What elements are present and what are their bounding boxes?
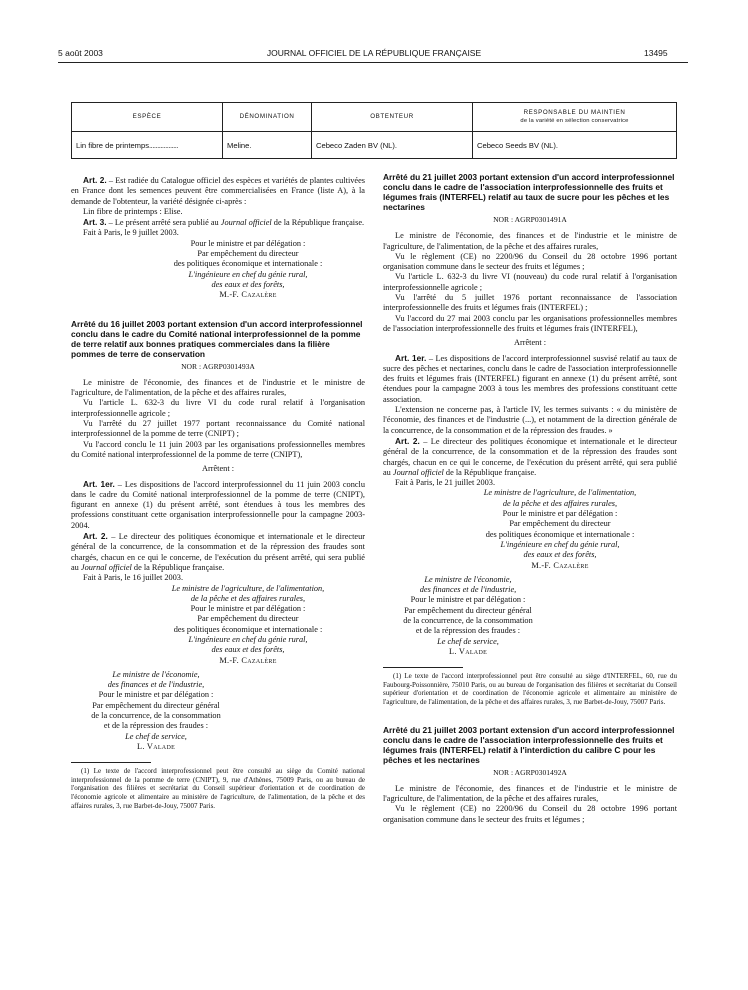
table-header: ESPÈCE	[72, 103, 223, 132]
signature-line: Par empêchement du directeur	[197, 614, 299, 624]
signature-line: des politiques économique et internationale :	[173, 259, 323, 269]
footnote-rule	[71, 762, 151, 763]
table-header-row	[72, 103, 677, 132]
footnote: (1) Le texte de l'accord interprofessionnel peut être consulté au siège du Comité national interprofessionnel de la pomme de terre (CNIPT), 9, rue d'Athènes, 75009 Paris, ou au bureau de l'organisation des filières et secrétariat du Conseil supérieur d'orientation et de coordination de l'économie agricole et alimentaire au ministère de l'agriculture, de l'alimentation, de la pêche et des affaires rurales, 3, rue Barbet-de-Jouy, 75007 Paris.	[71, 767, 365, 810]
header-rule	[58, 62, 688, 63]
journal-ref: Journal officiel	[392, 467, 444, 477]
paragraph: Vu le règlement (CE) no 2200/96 du Conseil du 28 octobre 1996 portant organisation commune dans le secteur des fruits et légumes ;	[383, 804, 677, 824]
left-column	[71, 175, 365, 810]
footnote-rule	[383, 667, 463, 668]
signature-title: des eaux et des forêts,	[211, 279, 285, 289]
signature-block	[131, 239, 365, 301]
table-header: DÉNOMINATION	[223, 103, 312, 132]
minister-title: Le ministre de l'économie,	[424, 574, 512, 584]
done-at: Fait à Paris, le 16 juillet 2003.	[83, 573, 184, 583]
paragraph: Vu l'article L. 632-3 du livre VI du code rural relatif à l'organisation interprofessionnelle agricole ;	[71, 398, 365, 418]
article-text: – Les dispositions de l'accord interprofessionnel susvisé relatif au taux de sucre des pêches et nectarines, conclu dans le cadre de l'association interprofessionnelle des fruits et légumes frais (INTERFEL) figurant en annexe (1) du présent arrêté, sont étendues pour la campagne 2003 à tous les membres des professions constituant cette association.	[383, 353, 677, 404]
paragraph: Lin fibre de printemps : Elise.	[83, 206, 183, 216]
article-text: – Le directeur des politiques économique et internationale et le directeur général de la concurrence, de la consommation et de la répression des fraudes sont chargés, chacun en ce qui le concerne, de l'exécution du présent arrêté, qui sera publié au	[383, 436, 677, 477]
arretent: Arrêtent :	[513, 338, 547, 348]
nor-reference: NOR : AGRP0301491A	[493, 215, 567, 224]
article-text: de la République française.	[131, 562, 225, 572]
variety-table	[71, 102, 677, 159]
signature-line: des politiques économique et internationale :	[485, 529, 635, 539]
right-column	[383, 172, 677, 825]
done-at: Fait à Paris, le 9 juillet 2003.	[83, 228, 179, 238]
article-text: de la République française.	[271, 218, 365, 228]
journal-ref: Journal officiel	[220, 218, 272, 228]
signatory-name: M.-F. Cazalère	[219, 290, 277, 300]
article-title: Arrêté du 21 juillet 2003 portant extension d'un accord interprofessionnel conclu dans le cadre de l'association interprofessionnelle des fruits et légumes frais (INTERFEL) relatif à l'interdiction du calibre C pour les pêches et les nectarines	[383, 724, 675, 765]
paragraph: Vu l'arrêté du 27 juillet 1977 portant reconnaissance du Comité national interprofessionnel de la pomme de terre (CNIPT) ;	[71, 419, 365, 439]
journal-ref: Journal officiel	[80, 562, 132, 572]
signature-line: Pour le ministre et par délégation :	[502, 509, 618, 519]
signature-line: et de la répression des fraudes :	[415, 626, 521, 636]
cell-text: Lin fibre de printemps	[76, 140, 150, 150]
signature-line: et de la répression des fraudes :	[103, 721, 209, 731]
article-title: Arrêté du 21 juillet 2003 portant extension d'un accord interprofessionnel conclu dans le cadre de l'association interprofessionnelle des fruits et légumes frais (INTERFEL) relatif au taux de sucre pour les pêches et les nectarines	[383, 172, 675, 212]
signature-line: Pour le ministre et par délégation :	[98, 690, 214, 700]
signature-line: des politiques économique et internationale :	[173, 624, 323, 634]
signature-title: des eaux et des forêts,	[211, 645, 285, 655]
signature-line: Par empêchement du directeur	[197, 249, 299, 259]
article-text: de la République française.	[443, 467, 537, 477]
nor-reference: NOR : AGRP0301492A	[493, 767, 567, 777]
signature-title: Le chef de service,	[125, 731, 187, 741]
minister-title: Le ministre de l'économie,	[112, 669, 200, 679]
paragraph: Vu l'accord conclu le 11 juin 2003 par les organisations professionnelles membres du Comité national interprofessionnel de la pomme de terre (CNIPT),	[71, 439, 365, 459]
signature-line: Pour le ministre et par délégation :	[190, 238, 306, 248]
signature-title: L'ingénieure en chef du génie rural,	[500, 539, 620, 549]
table-cell	[72, 132, 223, 159]
signature-block	[383, 575, 553, 657]
signature-line: Par empêchement du directeur général	[404, 605, 532, 615]
signature-line: de la concurrence, de la consommation	[403, 615, 533, 625]
article-text: – Le présent arrêté sera publié au	[106, 218, 221, 228]
signatory-name: L. Valade	[136, 741, 176, 751]
signatory-name: M.-F. Cazalère	[531, 560, 589, 570]
signature-line: Pour le ministre et par délégation :	[410, 595, 526, 605]
paragraph: Vu l'accord du 27 mai 2003 conclu par les organisations professionnelles membres de l'association interprofessionnelle des fruits et légumes frais (INTERFEL),	[383, 313, 677, 333]
signature-title: L'ingénieure en chef du génie rural,	[188, 634, 308, 644]
signatory-name: M.-F. Cazalère	[219, 655, 277, 665]
nor-reference: NOR : AGRP0301493A	[181, 361, 255, 371]
page-number: 13495	[644, 48, 668, 58]
paragraph: Le ministre de l'économie, des finances et de l'industrie et le ministre de l'agriculture, de l'alimentation, de la pêche et des affaires rurales,	[383, 231, 677, 251]
signature-block	[71, 670, 241, 752]
paragraph	[71, 531, 365, 573]
article-text: – Est radiée du Catalogue officiel des espèces et variétés de plantes cultivées en France dont les semences peuvent être commercialisées en France (liste A), à la demande de l'obtenteur, la variété désignée ci-après :	[71, 176, 365, 206]
article-label: Art. 2.	[83, 531, 108, 542]
done-at: Fait à Paris, le 21 juillet 2003.	[395, 478, 496, 488]
paragraph	[383, 353, 677, 405]
paragraph	[71, 217, 365, 228]
journal-title: JOURNAL OFFICIEL DE LA RÉPUBLIQUE FRANÇAISE	[266, 48, 482, 58]
footnote: (1) Le texte de l'accord interprofessionnel peut être consulté au siège d'INTERFEL, 60, rue du Faubourg-Poissonnière, 75010 Paris, ou au bureau de l'organisation des filières et secrétariat du Conseil supérieur d'orientation et de coordination de l'économie agricole et alimentaire au ministère de l'agriculture, de l'alimentation, de la pêche et des affaires rurales, 3, rue Barbet-de-Jouy, 75007 Paris.	[383, 672, 677, 706]
signature-title: des eaux et des forêts,	[523, 550, 597, 560]
article-title: Arrêté du 16 juillet 2003 portant extension d'un accord interprofessionnel conclu dans le cadre du Comité national interprofessionnel de la pomme de terre relatif aux bonnes pratiques commerciales dans la filière pommes de terre de conservation	[71, 318, 363, 359]
minister-title: de la pêche et des affaires rurales,	[502, 498, 618, 508]
paragraph: Vu l'article L. 632-3 du livre VI (nouveau) du code rural relatif à l'organisation interprofessionnelle agricole ;	[383, 272, 677, 292]
signature-title: L'ingénieure en chef du génie rural,	[188, 269, 308, 279]
paragraph: L'extension ne concerne pas, à l'article IV, les termes suivants : « du ministère de l'économie, des finances et de l'industrie (...), et notamment de la direction générale de la concurrence, de la consommation et de la répression des fraudes. »	[383, 405, 677, 435]
table-header-line: RESPONSABLE DU MAINTIEN	[523, 109, 626, 116]
issue-date: 5 août 2003	[58, 48, 103, 58]
paragraph	[71, 175, 365, 207]
signatory-name: L. Valade	[448, 646, 488, 656]
table-cell: Cebeco Seeds BV (NL).	[473, 132, 677, 159]
minister-title: Le ministre de l'agriculture, de l'alimentation,	[483, 488, 637, 498]
table-cell: Meline.	[223, 132, 312, 159]
paragraph: Vu l'arrêté du 5 juillet 1976 portant reconnaissance de l'association interprofessionnelle des fruits et légumes frais (INTERFEL) ;	[383, 293, 677, 313]
table-row	[72, 132, 677, 159]
signature-block	[443, 488, 677, 570]
paragraph: Le ministre de l'économie, des finances et de l'industrie et le ministre de l'agriculture, de l'alimentation, de la pêche et des affaires rurales,	[383, 783, 677, 804]
signature-line: Pour le ministre et par délégation :	[190, 604, 306, 614]
minister-title: Le ministre de l'agriculture, de l'alimentation,	[171, 583, 325, 593]
page-header	[0, 48, 748, 62]
article-text: – Le directeur des politiques économique et internationale et le directeur général de la concurrence, de la consommation et de la répression des fraudes sont chargés, chacun en ce qui le concerne, de l'exécution du présent arrêté, qui sera publié au	[71, 532, 365, 572]
article-text: – Les dispositions de l'accord interprofessionnel du 11 juin 2003 conclu dans le cadre du Comité national interprofessionnel de la pomme de terre (CNIPT), figurant en annexe (1) du présent arrêté, sont étendues à tous les membres des professions constituant cette organisation interprofessionnelle pour la campagne 2003-2004.	[71, 479, 365, 530]
paragraph: Le ministre de l'économie, des finances et de l'industrie et le ministre de l'agriculture, de l'alimentation, de la pêche et des affaires rurales,	[71, 377, 365, 398]
paragraph: Vu le règlement (CE) no 2200/96 du Conseil du 28 octobre 1996 portant organisation commune dans le secteur des fruits et légumes ;	[383, 251, 677, 272]
arretent: Arrêtent :	[201, 464, 235, 474]
signature-line: de la concurrence, de la consommation	[91, 711, 221, 721]
article-label: Art. 3.	[83, 217, 107, 228]
minister-title: des finances et de l'industrie,	[419, 585, 517, 595]
paragraph	[383, 436, 677, 478]
minister-title: de la pêche et des affaires rurales,	[190, 593, 306, 603]
article-label: Art. 2.	[395, 435, 420, 446]
article-label: Art. 1er.	[395, 352, 427, 363]
table-header	[473, 103, 677, 132]
dot-leader: ..................	[149, 140, 179, 150]
signature-line: Par empêchement du directeur général	[92, 700, 220, 710]
minister-title: des finances et de l'industrie,	[107, 680, 205, 690]
article-label: Art. 2.	[83, 175, 107, 185]
table-cell: Cebeco Zaden BV (NL).	[312, 132, 473, 159]
table-header-line: de la variété en sélection conservatrice	[520, 118, 629, 124]
article-label: Art. 1er.	[83, 478, 115, 489]
paragraph	[71, 479, 365, 531]
signature-title: Le chef de service,	[437, 636, 499, 646]
signature-block	[131, 584, 365, 666]
table-header: OBTENTEUR	[312, 103, 473, 132]
signature-line: Par empêchement du directeur	[509, 519, 611, 529]
